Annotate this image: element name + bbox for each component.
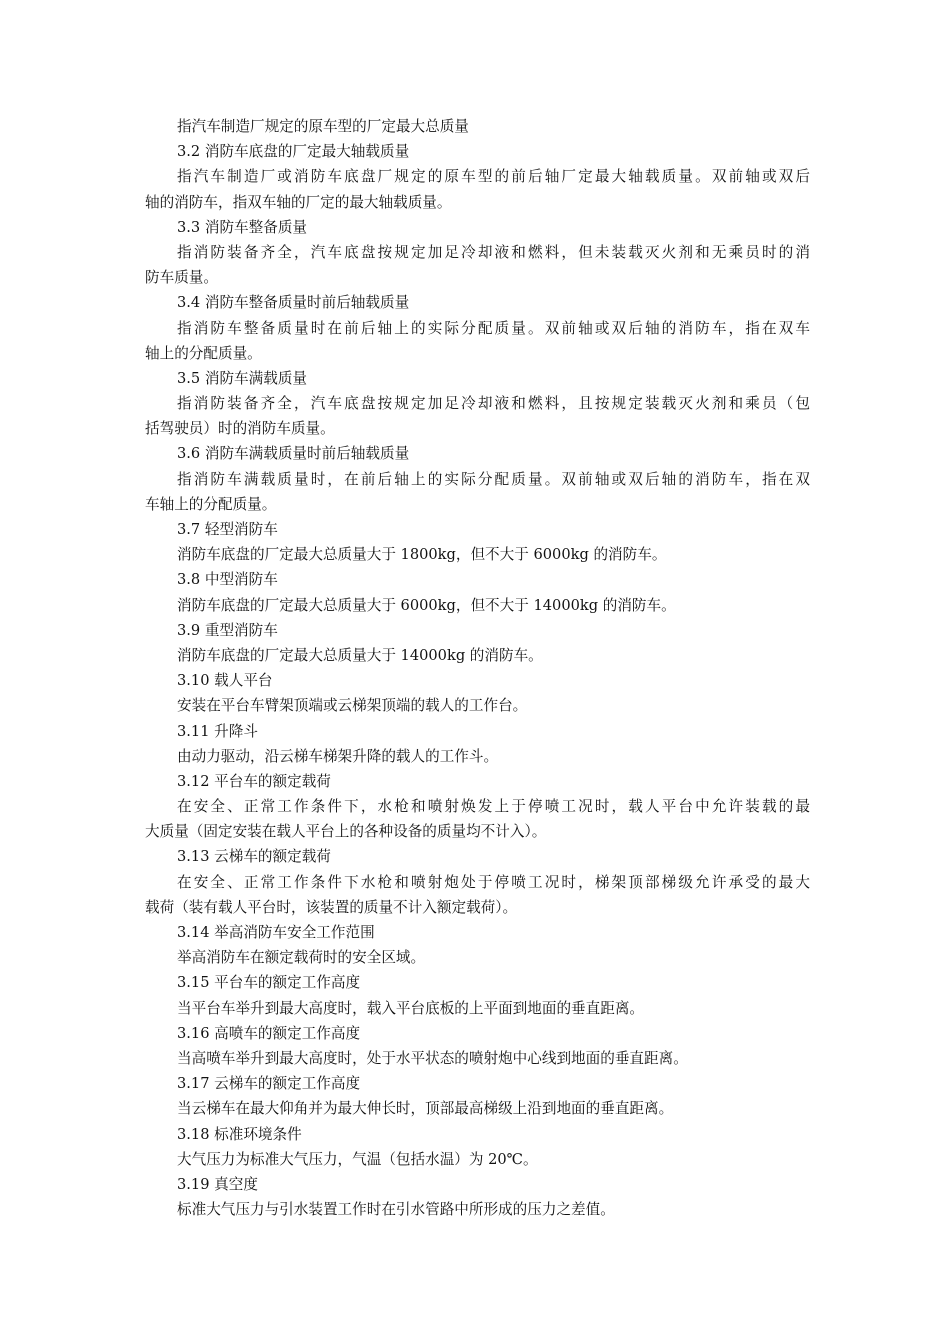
- text-line: 安装在平台车臂架顶端或云梯架顶端的载人的工作台。: [177, 697, 528, 715]
- text-line: 3.16 高喷车的额定工作高度: [177, 1024, 361, 1042]
- document-page: [145, 114, 810, 1222]
- text-line: 3.11 升降斗: [177, 722, 258, 740]
- text-line: 消防车底盘的厂定最大总质量大于 1800kg，但不大于 6000kg 的消防车。: [177, 546, 667, 564]
- text-line: 当平台车举升到最大高度时，载入平台底板的上平面到地面的垂直距离。: [177, 999, 645, 1017]
- text-line: 标准大气压力与引水装置工作时在引水管路中所形成的压力之差值。: [177, 1201, 615, 1219]
- text-line: 3.12 平台车的额定载荷: [177, 772, 331, 790]
- text-line: 在安全、正常工作条件下，水枪和喷射焕发上于停喷工况时，载人平台中允许装载的最: [177, 798, 810, 816]
- text-line: 载荷（装有载人平台时，该装置的质量不计入额定载荷）。: [145, 898, 518, 916]
- text-line: 3.10 载人平台: [177, 672, 273, 690]
- text-line: 3.14 举高消防车安全工作范围: [177, 924, 375, 941]
- text-line: 在安全、正常工作条件下水枪和喷射炮处于停喷工况时，梯架顶部梯级允许承受的最大: [177, 873, 810, 891]
- text-line: 3.7 轻型消防车: [177, 521, 278, 538]
- text-line: 3.13 云梯车的额定载荷: [177, 848, 331, 866]
- text-line: 3.17 云梯车的额定工作高度: [177, 1075, 361, 1093]
- text-line: 3.3 消防车整备质量: [177, 218, 308, 236]
- text-line: 消防车底盘的厂定最大总质量大于 6000kg，但不大于 14000kg 的消防车。: [177, 596, 676, 614]
- text-line: 指消防车满载质量时，在前后轴上的实际分配质量。双前轴或双后轴的消防车，指在双: [177, 470, 810, 488]
- text-line: 3.19 真空度: [177, 1175, 258, 1193]
- text-line: 3.9 重型消防车: [177, 621, 278, 639]
- text-line: 指消防装备齐全，汽车底盘按规定加足冷却液和燃料，但未装载灭火剂和无乘员时的消: [177, 243, 810, 261]
- text-line: 指汽车制造厂规定的原车型的厂定最大总质量: [177, 118, 469, 135]
- text-line: 消防车底盘的厂定最大总质量大于 14000kg 的消防车。: [177, 646, 543, 664]
- text-line: 防车质量。: [145, 269, 218, 287]
- text-line: 车轴上的分配质量。: [145, 495, 277, 513]
- text-line: 举高消防车在额定载荷时的安全区域。: [177, 949, 426, 967]
- text-line: 轴的消防车，指双车轴的厂定的最大轴载质量。: [145, 193, 452, 211]
- text-line: 当云梯车在最大仰角并为最大伸长时，顶部最高梯级上沿到地面的垂直距离。: [177, 1100, 674, 1118]
- text-line: 3.4 消防车整备质量时前后轴载质量: [177, 294, 410, 312]
- text-line: 当高喷车举升到最大高度时，处于水平状态的喷射炮中心线到地面的垂直距离。: [177, 1049, 688, 1067]
- text-line: 由动力驱动，沿云梯车梯架升降的载人的工作斗。: [177, 747, 499, 765]
- text-line: 轴上的分配质量。: [145, 344, 262, 362]
- text-line: 指消防装备齐全，汽车底盘按规定加足冷却液和燃料，且按规定装载灭火剂和乘员（包: [177, 395, 810, 413]
- text-line: 3.5 消防车满载质量: [177, 369, 308, 387]
- text-line: 指汽车制造厂或消防车底盘厂规定的原车型的前后轴厂定最大轴载质量。双前轴或双后: [177, 168, 810, 186]
- text-line: 指消防车整备质量时在前后轴上的实际分配质量。双前轴或双后轴的消防车，指在双车: [177, 319, 810, 337]
- text-line: 大质量（固定安装在载人平台上的各种设备的质量均不计入）。: [145, 823, 547, 841]
- text-line: 大气压力为标准大气压力，气温（包括水温）为 20℃。: [177, 1150, 538, 1168]
- text-line: 3.6 消防车满载质量时前后轴载质量: [177, 445, 410, 463]
- text-line: 括驾驶员）时的消防车质量。: [145, 420, 335, 438]
- text-line: 3.18 标准环境条件: [177, 1125, 302, 1143]
- text-line: 3.15 平台车的额定工作高度: [177, 974, 361, 992]
- text-line: 3.8 中型消防车: [177, 571, 278, 589]
- text-line: 3.2 消防车底盘的厂定最大轴载质量: [177, 143, 410, 161]
